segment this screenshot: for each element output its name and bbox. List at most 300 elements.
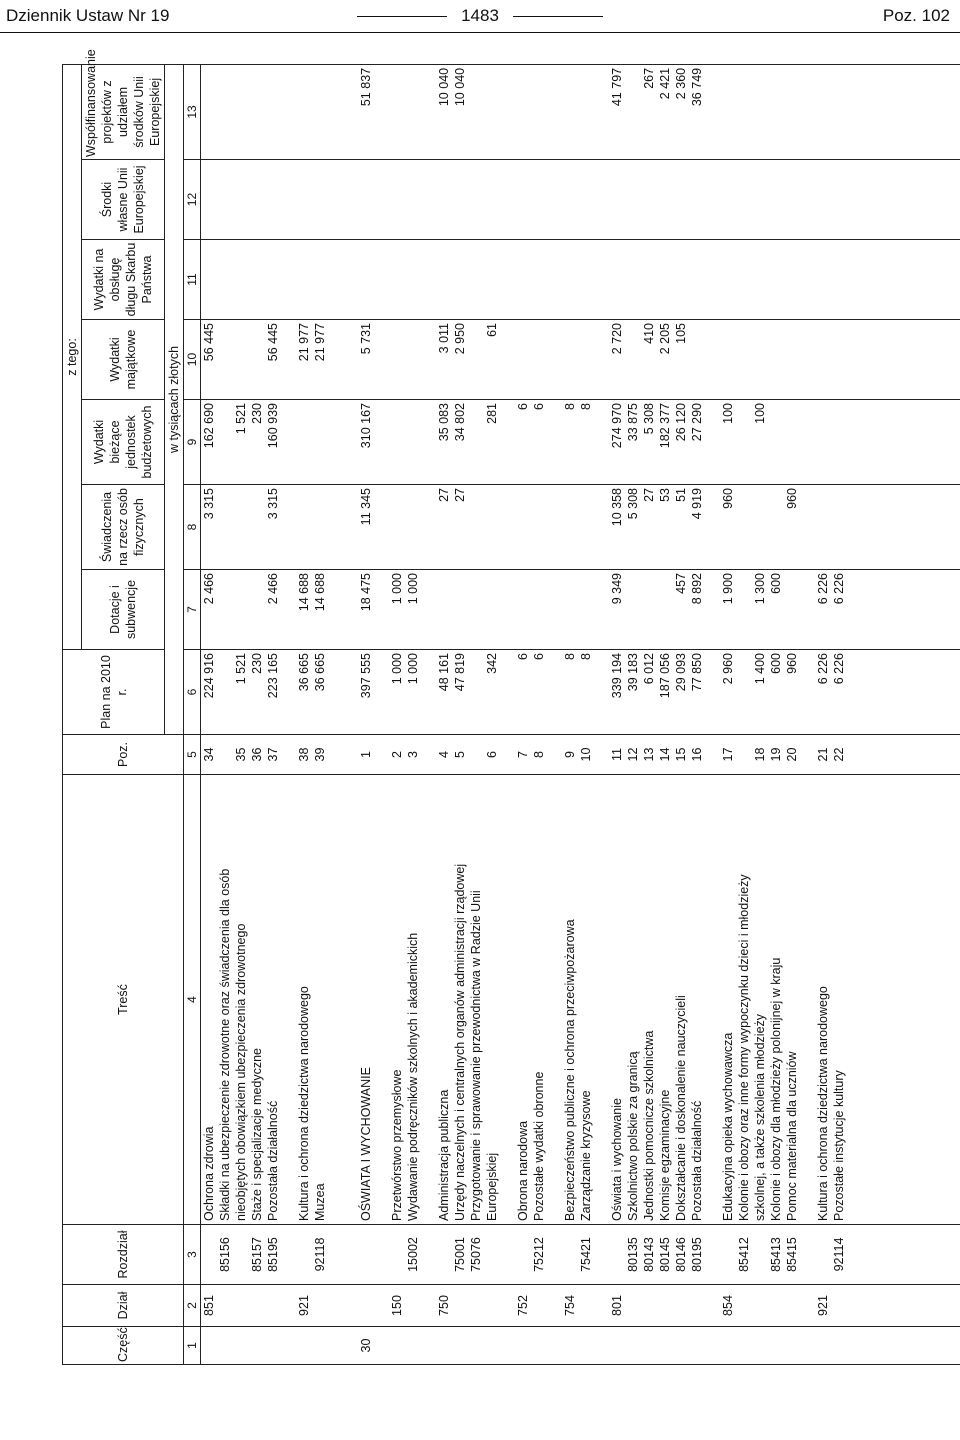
dzial-cell <box>421 1285 436 1327</box>
dzial-cell <box>343 1285 358 1327</box>
plan-cell: 8 <box>562 650 578 735</box>
tresc-cell: Zarządzanie kryzysowe <box>578 775 594 1225</box>
dzial-cell <box>831 1285 847 1327</box>
rozdzial-cell <box>847 1225 862 1285</box>
dzial-cell <box>847 1285 862 1327</box>
tresc-cell: Jednostki pomocnicze szkolnictwa <box>641 775 657 1225</box>
dotacje-cell <box>531 570 547 650</box>
page-number: 1483 <box>0 6 960 26</box>
dotacje-cell: 1 900 <box>720 570 736 650</box>
poz-cell <box>281 735 296 775</box>
rozdzial-cell <box>343 1225 358 1285</box>
rozdzial-cell <box>201 1225 218 1285</box>
tresc-cell: Kolonie i obozy oraz inne formy wypoczynku dzieci i młodzieży <box>736 775 752 1225</box>
swiadczenia-cell: 27 <box>641 485 657 570</box>
srodki-ue-cell <box>500 160 515 240</box>
spacer-row <box>705 64 720 1364</box>
dzial-cell <box>531 1285 547 1327</box>
tresc-cell: Pozostała działalność <box>265 775 281 1225</box>
dotacje-cell: 2 466 <box>265 570 281 650</box>
spacer-row <box>800 64 815 1364</box>
wspolfinansowanie-cell <box>800 64 815 159</box>
dotacje-cell <box>562 570 578 650</box>
poz-cell <box>937 735 952 775</box>
poz-cell: 6 <box>484 735 500 775</box>
dzial-cell <box>594 1285 609 1327</box>
srodki-ue-cell <box>358 160 374 240</box>
poz-cell <box>862 735 877 775</box>
table-row <box>752 64 768 1364</box>
poz-cell: 20 <box>784 735 800 775</box>
spacer-row <box>594 64 609 1364</box>
plan-cell <box>468 650 484 735</box>
srodki-ue-cell <box>720 160 736 240</box>
czesc-cell <box>389 1327 405 1365</box>
czesc-cell <box>515 1327 531 1365</box>
swiadczenia-cell <box>374 485 389 570</box>
plan-cell <box>907 650 922 735</box>
czesc-cell <box>657 1327 673 1365</box>
srodki-ue-cell <box>800 160 815 240</box>
swiadczenia-cell <box>484 485 500 570</box>
majatkowe-cell <box>531 320 547 400</box>
swiadczenia-cell: 27 <box>452 485 468 570</box>
majatkowe-cell <box>343 320 358 400</box>
majatkowe-cell <box>389 320 405 400</box>
srodki-ue-cell <box>281 160 296 240</box>
table-row <box>609 64 625 1364</box>
rozdzial-cell <box>937 1225 952 1285</box>
majatkowe-cell <box>862 320 877 400</box>
table-row <box>578 64 594 1364</box>
dlug-cell <box>562 240 578 320</box>
srodki-ue-cell <box>328 160 343 240</box>
dzial-cell <box>641 1285 657 1327</box>
spacer-row <box>343 64 358 1364</box>
dlug-cell <box>892 240 907 320</box>
tresc-cell: Pomoc materialna dla uczniów <box>784 775 800 1225</box>
biezace-cell <box>281 400 296 485</box>
col-number: 12 <box>184 160 201 240</box>
srodki-ue-cell <box>578 160 594 240</box>
wspolfinansowanie-cell <box>547 64 562 159</box>
plan-cell <box>800 650 815 735</box>
czesc-cell <box>452 1327 468 1365</box>
dotacje-cell: 2 466 <box>201 570 218 650</box>
tresc-cell: OŚWIATA I WYCHOWANIE <box>358 775 374 1225</box>
dotacje-cell <box>452 570 468 650</box>
swiadczenia-cell <box>937 485 952 570</box>
dlug-cell <box>815 240 831 320</box>
poz-cell <box>847 735 862 775</box>
swiadczenia-cell <box>831 485 847 570</box>
plan-cell <box>705 650 720 735</box>
poz-cell <box>217 735 233 775</box>
majatkowe-cell <box>800 320 815 400</box>
majatkowe-cell: 410 <box>641 320 657 400</box>
srodki-ue-cell <box>515 160 531 240</box>
tresc-cell: Muzea <box>312 775 328 1225</box>
dlug-cell <box>281 240 296 320</box>
dotacje-cell <box>784 570 800 650</box>
poz-cell: 2 <box>389 735 405 775</box>
swiadczenia-cell <box>594 485 609 570</box>
table-row <box>217 64 233 1364</box>
majatkowe-cell: 21 977 <box>296 320 312 400</box>
poz-cell: 39 <box>312 735 328 775</box>
czesc-cell <box>484 1327 500 1365</box>
majatkowe-cell <box>217 320 233 400</box>
majatkowe-cell <box>892 320 907 400</box>
poz-cell <box>907 735 922 775</box>
tresc-cell <box>594 775 609 1225</box>
majatkowe-cell <box>705 320 720 400</box>
swiadczenia-cell <box>562 485 578 570</box>
table-row <box>720 64 736 1364</box>
tresc-cell <box>800 775 815 1225</box>
biezace-cell <box>594 400 609 485</box>
dotacje-cell <box>578 570 594 650</box>
srodki-ue-cell <box>815 160 831 240</box>
tresc-cell <box>877 775 892 1225</box>
tresc-cell <box>907 775 922 1225</box>
dzial-cell <box>768 1285 784 1327</box>
majatkowe-cell <box>937 320 952 400</box>
spacer-row <box>877 64 892 1364</box>
tresc-cell: Staże i specjalizacje medyczne <box>249 775 265 1225</box>
plan-cell: 6 226 <box>831 650 847 735</box>
tresc-cell <box>862 775 877 1225</box>
biezace-cell <box>500 400 515 485</box>
majatkowe-cell <box>233 320 249 400</box>
srodki-ue-cell <box>343 160 358 240</box>
plan-cell <box>281 650 296 735</box>
swiadczenia-cell <box>312 485 328 570</box>
poz-cell <box>877 735 892 775</box>
srodki-ue-cell <box>547 160 562 240</box>
plan-cell <box>862 650 877 735</box>
wspolfinansowanie-cell <box>862 64 877 159</box>
wspolfinansowanie-cell <box>343 64 358 159</box>
biezace-cell: 281 <box>484 400 500 485</box>
swiadczenia-cell <box>907 485 922 570</box>
tresc-cell: Pozostała działalność <box>689 775 705 1225</box>
czesc-cell <box>343 1327 358 1365</box>
czesc-cell <box>892 1327 907 1365</box>
swiadczenia-cell <box>877 485 892 570</box>
dzial-cell <box>784 1285 800 1327</box>
plan-cell: 960 <box>784 650 800 735</box>
wspolfinansowanie-cell <box>847 64 862 159</box>
srodki-ue-cell <box>877 160 892 240</box>
czesc-cell <box>736 1327 752 1365</box>
col-number: 13 <box>184 64 201 159</box>
tresc-cell: Komisje egzaminacyjne <box>657 775 673 1225</box>
srodki-ue-cell <box>312 160 328 240</box>
srodki-ue-cell <box>405 160 421 240</box>
wspolfinansowanie-cell <box>892 64 907 159</box>
dotacje-cell <box>594 570 609 650</box>
wspolfinansowanie-cell <box>265 64 281 159</box>
srodki-ue-cell <box>673 160 689 240</box>
tresc-cell <box>328 775 343 1225</box>
plan-cell: 600 <box>768 650 784 735</box>
dlug-cell <box>547 240 562 320</box>
dotacje-cell <box>217 570 233 650</box>
czesc-cell <box>233 1327 249 1365</box>
majatkowe-cell: 2 720 <box>609 320 625 400</box>
journal-title: Dziennik Ustaw Nr 19 <box>6 6 170 25</box>
biezace-cell: 27 290 <box>689 400 705 485</box>
rozdzial-cell <box>952 1225 960 1285</box>
czesc-cell <box>201 1327 218 1365</box>
table-row <box>201 64 218 1364</box>
wspolfinansowanie-cell <box>374 64 389 159</box>
majatkowe-cell <box>720 320 736 400</box>
poz-cell: 19 <box>768 735 784 775</box>
poz-cell: 1 <box>358 735 374 775</box>
rozdzial-cell <box>547 1225 562 1285</box>
biezace-cell: 6 <box>531 400 547 485</box>
srodki-ue-cell <box>784 160 800 240</box>
position-number: Poz. 102 <box>882 6 950 25</box>
dlug-cell <box>641 240 657 320</box>
rozdzial-cell: 85412 <box>736 1225 752 1285</box>
majatkowe-cell <box>831 320 847 400</box>
plan-cell <box>952 650 960 735</box>
poz-cell: 36 <box>249 735 265 775</box>
dlug-cell <box>862 240 877 320</box>
poz-cell: 7 <box>515 735 531 775</box>
table-row <box>657 64 673 1364</box>
majatkowe-cell: 56 445 <box>201 320 218 400</box>
srodki-ue-cell <box>249 160 265 240</box>
rozdzial-cell: 85157 <box>249 1225 265 1285</box>
table-row <box>265 64 281 1364</box>
wspolfinansowanie-cell <box>531 64 547 159</box>
rozdzial-cell <box>500 1225 515 1285</box>
wspolfinansowanie-cell <box>484 64 500 159</box>
rozdzial-cell <box>562 1225 578 1285</box>
biezace-cell: 26 120 <box>673 400 689 485</box>
majatkowe-cell <box>736 320 752 400</box>
poz-cell <box>892 735 907 775</box>
plan-cell: 6 <box>515 650 531 735</box>
dotacje-cell <box>907 570 922 650</box>
biezace-cell: 182 377 <box>657 400 673 485</box>
rozdzial-cell <box>815 1225 831 1285</box>
dlug-cell <box>421 240 436 320</box>
rozdzial-cell <box>922 1225 937 1285</box>
swiadczenia-cell <box>421 485 436 570</box>
biezace-cell: 162 690 <box>201 400 218 485</box>
table-row <box>405 64 421 1364</box>
wspolfinansowanie-cell: 41 797 <box>609 64 625 159</box>
dotacje-cell <box>922 570 937 650</box>
majatkowe-cell <box>847 320 862 400</box>
czesc-cell <box>815 1327 831 1365</box>
col-number: 4 <box>184 775 201 1225</box>
swiadczenia-cell <box>233 485 249 570</box>
col-biezace: Wydatki bieżące jednostek budżetowych <box>82 400 165 485</box>
majatkowe-cell: 5 731 <box>358 320 374 400</box>
wspolfinansowanie-cell <box>468 64 484 159</box>
czesc-cell <box>937 1327 952 1365</box>
unit-row: w tysiącach złotych <box>165 64 184 734</box>
tresc-cell: Kultura i ochrona dziedzictwa narodowego <box>296 775 312 1225</box>
dotacje-cell <box>937 570 952 650</box>
tresc-cell: Szkolnictwo polskie za granicą <box>625 775 641 1225</box>
dlug-cell <box>609 240 625 320</box>
majatkowe-cell <box>562 320 578 400</box>
column-number-row <box>184 64 201 1364</box>
rozdzial-cell: 85156 <box>217 1225 233 1285</box>
srodki-ue-cell <box>484 160 500 240</box>
srodki-ue-cell <box>468 160 484 240</box>
rozdzial-cell <box>233 1225 249 1285</box>
spacer-row <box>862 64 877 1364</box>
dzial-cell <box>249 1285 265 1327</box>
dlug-cell <box>578 240 594 320</box>
plan-cell <box>500 650 515 735</box>
dzial-cell <box>452 1285 468 1327</box>
table-row <box>233 64 249 1364</box>
tresc-cell: Ochrona zdrowia <box>201 775 218 1225</box>
dotacje-cell: 1 000 <box>405 570 421 650</box>
col-poz: Poz. <box>63 735 184 775</box>
plan-cell: 2 960 <box>720 650 736 735</box>
swiadczenia-cell <box>249 485 265 570</box>
rozdzial-cell <box>328 1225 343 1285</box>
srodki-ue-cell <box>952 160 960 240</box>
tresc-cell: Pozostałe instytucje kultury <box>831 775 847 1225</box>
majatkowe-cell <box>784 320 800 400</box>
dlug-cell <box>358 240 374 320</box>
wspolfinansowanie-cell <box>328 64 343 159</box>
dzial-cell: 754 <box>562 1285 578 1327</box>
majatkowe-cell: 105 <box>673 320 689 400</box>
swiadczenia-cell: 3 315 <box>265 485 281 570</box>
swiadczenia-cell: 53 <box>657 485 673 570</box>
poz-cell: 14 <box>657 735 673 775</box>
dzial-cell <box>358 1285 374 1327</box>
plan-cell: 36 665 <box>312 650 328 735</box>
srodki-ue-cell <box>562 160 578 240</box>
dlug-cell <box>800 240 815 320</box>
dlug-cell <box>201 240 218 320</box>
czesc-cell <box>625 1327 641 1365</box>
tresc-cell: Administracja publiczna <box>436 775 452 1225</box>
poz-cell <box>800 735 815 775</box>
wspolfinansowanie-cell <box>389 64 405 159</box>
col-z-tego: z tego: <box>63 64 82 649</box>
dlug-cell <box>374 240 389 320</box>
plan-cell <box>877 650 892 735</box>
czesc-cell <box>720 1327 736 1365</box>
swiadczenia-cell: 960 <box>720 485 736 570</box>
plan-cell: 397 555 <box>358 650 374 735</box>
rozdzial-cell <box>389 1225 405 1285</box>
dotacje-cell: 9 349 <box>609 570 625 650</box>
dlug-cell <box>673 240 689 320</box>
dzial-cell <box>705 1285 720 1327</box>
plan-cell: 48 161 <box>436 650 452 735</box>
dlug-cell <box>907 240 922 320</box>
majatkowe-cell: 61 <box>484 320 500 400</box>
wspolfinansowanie-cell: 36 749 <box>689 64 705 159</box>
plan-cell: 47 819 <box>452 650 468 735</box>
biezace-cell: 100 <box>752 400 768 485</box>
swiadczenia-cell <box>768 485 784 570</box>
biezace-cell <box>877 400 892 485</box>
dotacje-cell: 1 300 <box>752 570 768 650</box>
rozdzial-cell <box>877 1225 892 1285</box>
tresc-cell: Kolonie i obozy dla młodzieży polonijnej w kraju <box>768 775 784 1225</box>
srodki-ue-cell <box>374 160 389 240</box>
rozdzial-cell <box>436 1225 452 1285</box>
biezace-cell <box>374 400 389 485</box>
czesc-cell <box>405 1327 421 1365</box>
header-rule <box>0 32 960 33</box>
rozdzial-cell: 15002 <box>405 1225 421 1285</box>
dlug-cell <box>752 240 768 320</box>
poz-cell: 9 <box>562 735 578 775</box>
czesc-cell <box>374 1327 389 1365</box>
swiadczenia-cell <box>343 485 358 570</box>
dzial-cell <box>625 1285 641 1327</box>
table-row <box>312 64 328 1364</box>
rozdzial-cell <box>609 1225 625 1285</box>
dlug-cell <box>389 240 405 320</box>
plan-cell: 6 012 <box>641 650 657 735</box>
rozdzial-cell: 85415 <box>784 1225 800 1285</box>
spacer-row <box>922 64 937 1364</box>
swiadczenia-cell: 27 <box>436 485 452 570</box>
czesc-cell <box>468 1327 484 1365</box>
dotacje-cell <box>952 570 960 650</box>
rozdzial-cell: 75076 <box>468 1225 484 1285</box>
swiadczenia-cell <box>217 485 233 570</box>
wspolfinansowanie-cell: 2 421 <box>657 64 673 159</box>
wspolfinansowanie-cell <box>815 64 831 159</box>
majatkowe-cell <box>405 320 421 400</box>
rozdzial-cell: 75212 <box>531 1225 547 1285</box>
srodki-ue-cell <box>689 160 705 240</box>
majatkowe-cell: 2 950 <box>452 320 468 400</box>
dlug-cell <box>452 240 468 320</box>
rozdzial-cell <box>705 1225 720 1285</box>
dotacje-cell: 6 226 <box>815 570 831 650</box>
wspolfinansowanie-cell <box>625 64 641 159</box>
srodki-ue-cell <box>201 160 218 240</box>
majatkowe-cell <box>625 320 641 400</box>
dzial-cell: 921 <box>815 1285 831 1327</box>
plan-cell: 1 000 <box>389 650 405 735</box>
biezace-cell <box>217 400 233 485</box>
dotacje-cell <box>421 570 436 650</box>
wspolfinansowanie-cell <box>705 64 720 159</box>
dlug-cell <box>436 240 452 320</box>
tresc-cell <box>421 775 436 1225</box>
col-wspolfinansowanie: Współfinansowanie projektów z udziałem środków Unii Europejskiej <box>82 64 165 159</box>
srodki-ue-cell <box>907 160 922 240</box>
rozdzial-cell <box>421 1225 436 1285</box>
dlug-cell <box>736 240 752 320</box>
spacer-row <box>892 64 907 1364</box>
table-row <box>249 64 265 1364</box>
poz-cell: 21 <box>815 735 831 775</box>
table-row <box>625 64 641 1364</box>
